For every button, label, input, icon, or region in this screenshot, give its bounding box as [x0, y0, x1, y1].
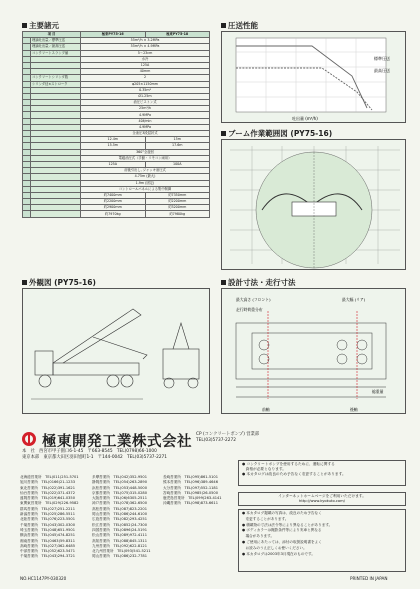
license-note: ● コンクリートポンプを使用するために、運転に関する 資格が必要となります。 ● 本カタログは改良のため予告なく変更することがあります。	[238, 460, 406, 486]
spec-value-cell: Ø1.25m	[81, 93, 210, 99]
spec-label-cell: 理論吐出量／標準圧送	[31, 38, 81, 44]
internet-box: インターネットホームページをご利用いただけます。 http://www.kyokuto.com/	[238, 492, 406, 506]
dim-label-front-axle: 前軸	[262, 407, 270, 412]
spec-side-cell	[23, 211, 31, 217]
pressure-chart	[222, 32, 407, 124]
spec-value-cell: 油圧ピストン式	[81, 100, 210, 106]
company-name: 極東開発工業株式会社	[42, 434, 192, 450]
spec-value-cell: 2	[81, 75, 210, 81]
spec-value-cell: 55m³/h × 4.9MPa	[81, 44, 210, 50]
design-dim-drawing	[222, 289, 407, 415]
square-bullet-icon	[22, 280, 27, 285]
spec-value-cell: 5～23cm	[81, 50, 210, 56]
spec-value-cell: 約2900mm	[81, 205, 146, 211]
spec-value-cell: 電磁油圧式（手動・リモコン両用）	[81, 155, 210, 161]
offices-column-3: 長崎営業所 TEL(095)861-5101 熊本営業所 TEL(096)389-4646 大分営業所 TEL(097)552-1181 宮崎営業所 TEL(0985)26-0500 鹿児島営業所 TEL(099)263-4141 沖縄営業所 TEL(098)873-6611	[163, 475, 222, 506]
cp-dept: CP (コンクリートポンプ) 営業部	[196, 432, 260, 437]
catalog-code: NO.HC1147PY-030320	[20, 576, 67, 581]
design-heading: 設計寸法・走行寸法	[221, 277, 296, 288]
spec-header-row: 項 目 極東PY75-16 極東PY75-18	[23, 32, 210, 38]
spec-value-cell: 125A	[81, 62, 210, 68]
spec-value-cell: 約3200mm	[145, 205, 210, 211]
spec-heading: 主要諸元	[22, 20, 59, 31]
address-head-office: 本 社 西宮市甲子園口6-1-45 〒663-8545 TEL(0798)66-1000	[22, 449, 157, 454]
square-bullet-icon	[221, 131, 226, 136]
spec-value-cell: φ205×1150mm	[81, 81, 210, 87]
design-dim-box	[221, 288, 406, 414]
notes-box: ● 本カタログ掲載の写真は、改良のため予告なく 変更することがあります。 ● 積載物の寸法は法令等により異なることがあります。 ● ボディカラーは撮影条件等により実車と異なる 場合があります。 ● ご使用にあたっては、添付の取扱説明書をよく お読みのうえ正しくお使いください。 ● 本カタログは2003年3月現在のものです。	[238, 509, 406, 572]
spec-label-cell: 理論吐出量／最高圧送	[31, 44, 81, 50]
outer-view-box	[22, 288, 210, 414]
spec-value-cell: 4.9MPa	[81, 112, 210, 118]
spec-value-cell: 40ℓ/min	[81, 118, 210, 124]
spec-value-cell: 25m³/h	[81, 106, 210, 112]
dim-label-rear-axle: 後軸	[350, 407, 358, 412]
spec-value-cell: 約7350mm	[145, 192, 210, 198]
spec-value-cell: 125A	[81, 161, 146, 167]
legend-max: 最高圧送	[374, 68, 390, 73]
spec-value-cell: 4.75m (最大)	[81, 174, 210, 180]
x-axis-label: 吐出量 (m³/h)	[292, 116, 318, 121]
spec-value-cell: 前後引出し, ジャッキ油圧式	[81, 168, 210, 174]
dim-label-total: 総重量	[372, 389, 384, 394]
spec-value-cell: 4.9MPa	[81, 124, 210, 130]
offices-column-1: 北海道営業所 TEL(011)251-5701 旭川営業所 TEL(0166)21-1233 東北営業所 TEL(022)391-1621 仙台営業所 TEL(022)371-4372 盛岡営業所 TEL(019)641-0350 東関東営業所 TEL(029)226-9582 群馬営業所 TEL(027)251-2211 新潟営業所 TEL(025)286-5511 北陸営業所 TEL(076)223-5501 千葉営業所 TEL(043)302-0300 埼玉営業所 TEL(048)651-9501 横浜営業所 TEL(045)474-8251 湘南営業所 TEL(0463)59-8311 高崎営業所 TEL(027)362-6485 中部営業所 TEL(052)623-5471 千葉営業所 TEL(043)294-3721	[20, 475, 79, 559]
spec-value-cell: 12.4m	[81, 137, 146, 143]
spec-value-cell: 約7970kg	[81, 211, 146, 217]
spec-label-cell: コンクリートスランプ値	[31, 50, 81, 56]
boom-heading: ブーム作業範囲図 (PY75-16)	[221, 128, 332, 139]
spec-label-cell: シリンダ径×ストローク	[31, 81, 81, 87]
pressure-heading: 圧送性能	[221, 20, 258, 31]
outer-heading: 外観図 (PY75-16)	[22, 277, 96, 288]
spec-table	[22, 31, 210, 218]
dim-label-load: 走行時荷重分布	[236, 307, 263, 312]
spec-value-cell: 40mm	[81, 69, 210, 75]
spec-value-cell: 約7980kg	[145, 211, 210, 217]
dim-label-rear: 最大幅 (リア)	[342, 297, 366, 302]
spec-label-cell	[31, 211, 81, 217]
spec-value-cell: 水冷	[81, 56, 210, 62]
spec-row	[23, 211, 210, 217]
spec-label-cell: コンクリートシリンダ数	[31, 75, 81, 81]
spec-value-cell: 約2200mm	[145, 199, 210, 205]
spec-value-cell: 17.6m	[145, 143, 210, 149]
legend-std: 標準圧送	[374, 56, 390, 61]
spec-value-cell: コントロールパネルによる集中制御	[81, 186, 210, 192]
spec-value-cell: 100A	[145, 161, 210, 167]
square-bullet-icon	[221, 23, 226, 28]
spec-value-cell: 約7400mm	[81, 192, 146, 198]
cp-tel: TEL(03)5737-2272	[196, 438, 236, 443]
square-bullet-icon	[221, 280, 226, 285]
spec-value-cell: 0.35m³	[81, 87, 210, 93]
spec-value-cell: 約2200mm	[81, 199, 146, 205]
spec-value-cell: 15.5m	[81, 143, 146, 149]
address-tokyo: 東京本部 東京都大田区羽田旭町1-1 〒144-0042 TEL(03)5737-2271	[22, 455, 168, 460]
company-logo-icon	[22, 432, 36, 446]
spec-value-cell: 1.9m (固定)	[81, 180, 210, 186]
boom-range-diagram	[222, 140, 407, 271]
spec-value-cell: 360°全旋回	[81, 149, 210, 155]
pressure-chart-box	[221, 31, 406, 123]
spec-value-cell: 15m	[145, 137, 210, 143]
spec-value-cell: 55m³/h × 3.2MPa	[81, 38, 210, 44]
dim-label-front: 最大高さ (フロント)	[236, 297, 271, 302]
boom-range-box	[221, 139, 406, 270]
square-bullet-icon	[22, 23, 27, 28]
outer-view-drawing	[23, 289, 211, 415]
offices-column-2: 多摩営業所 TEL(042)352-9501 静岡営業所 TEL(054)263-2890 浜松営業所 TEL(053)448-5000 京都営業所 TEL(075)315-0280 大阪営業所 TEL(06)6305-2511 神戸営業所 TEL(078)362-6500 高松営業所 TEL(087)823-2201 岡山営業所 TEL(086)244-6100 広島営業所 TEL(082)293-4251 松江営業所 TEL(0852)24-7300 四国営業所 TEL(0896)24-5191 松山営業所 TEL(089)972-4111 高知営業所 TEL(088)845-1311 九州営業所 TEL(092)622-8121 北九州営業所 TEL(093)541-5211 岡山営業所 TEL(086)232-7781	[92, 475, 151, 559]
spec-value-cell: 全油圧3段屈折式	[81, 131, 210, 137]
printed-note: PRINTED IN JAPAN	[350, 576, 388, 581]
